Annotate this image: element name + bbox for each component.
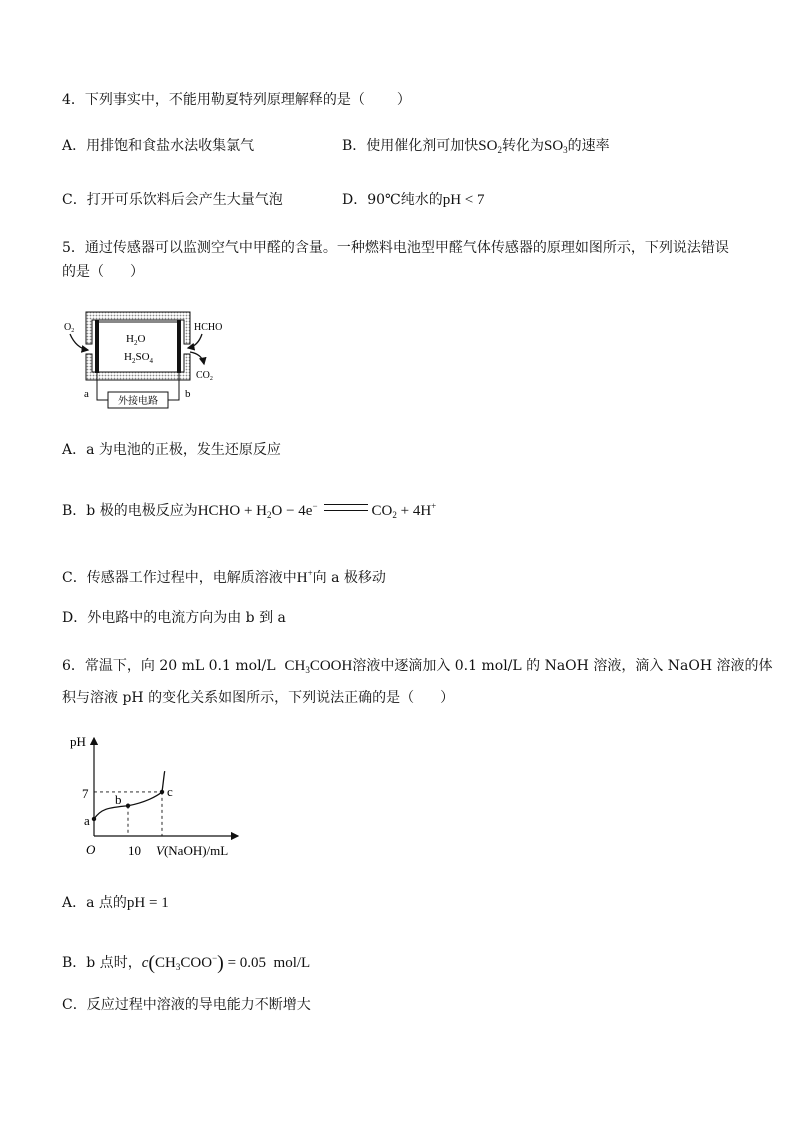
- acetic-cooh: COOH: [309, 658, 353, 674]
- acetate-sub: 3: [175, 962, 181, 972]
- acetate-charge: −: [212, 953, 218, 963]
- so2-sub: 2: [497, 145, 502, 155]
- acetate-concentration: [141, 952, 311, 974]
- eq-part2: O − 4e: [271, 503, 313, 519]
- q4-option-b: [342, 136, 610, 160]
- q6-stem-line1-pre: 6．常温下，向 20 mL 0.1 mol/L: [62, 658, 276, 674]
- q5-option-c: [62, 563, 386, 588]
- q5-option-c-pre: C．传感器工作过程中，电解质溶液中: [62, 570, 297, 586]
- acetate-coo: COO: [180, 955, 213, 971]
- h-ion-base: H: [296, 570, 308, 586]
- eq-equals-sign: [324, 504, 368, 511]
- conc-unit: mol/L: [273, 955, 311, 971]
- q6-option-a: [62, 893, 169, 913]
- h-ion: [297, 570, 313, 586]
- point-label-a: a: [84, 812, 90, 828]
- q4-option-d: [342, 190, 485, 210]
- eq-part1: HCHO + H: [197, 503, 267, 519]
- q5-option-b: [62, 496, 436, 525]
- y-tick-7: 7: [82, 786, 89, 801]
- point-label-b: b: [115, 791, 122, 807]
- eq-part4: + 4H: [400, 503, 432, 519]
- q4-stem-close: ）: [396, 92, 411, 108]
- q5-stem-line2-text: 的是（: [62, 264, 104, 280]
- external-circuit-label: 外接电路: [118, 396, 158, 407]
- q6-stem-line1-post: 溶液中逐滴加入 0.1 mol/L 的 NaOH 溶液，滴入 NaOH 溶液的体: [352, 658, 773, 674]
- q4-option-b-mid: 转化为: [501, 138, 544, 154]
- q5-option-c-post: 向 a 极移动: [312, 570, 386, 586]
- q5-stem-line1: [62, 238, 729, 258]
- electrode-b-label: b: [185, 388, 191, 400]
- eq-sub2: 2: [392, 510, 397, 520]
- h2o-label: $H_2O$: [126, 333, 146, 347]
- q6-stem-close: ）: [440, 690, 455, 706]
- so2-formula: [478, 138, 502, 154]
- rparen: ): [217, 952, 224, 974]
- x-axis-label: V(NaOH)/mL: [156, 843, 229, 858]
- point-c: [160, 790, 164, 794]
- so3-sub: 3: [563, 145, 568, 155]
- y-axis-label: pH: [70, 734, 86, 749]
- point-a: [92, 817, 96, 821]
- q4-stem: [62, 90, 411, 110]
- q4-option-d-pre: D．90℃纯水的: [342, 192, 443, 208]
- point-label-c: c: [167, 783, 173, 799]
- conc-value: = 0.05: [227, 955, 267, 971]
- q5-stem-line2: [62, 262, 144, 282]
- q5-option-d: [62, 608, 286, 628]
- q6-option-a-pre: A．a 点的: [62, 895, 127, 911]
- q4-stem-text: 4．下列事实中，不能用勒夏特列原理解释的是（: [62, 92, 365, 108]
- acetic-acid-formula: [284, 658, 352, 674]
- o2-label: $O_2$: [64, 322, 75, 334]
- conc-c: c: [141, 955, 149, 971]
- q5-option-d-text: D．外电路中的电流方向为由 b 到 a: [62, 610, 286, 626]
- so2-base: SO: [478, 138, 498, 154]
- co2-label: $CO_2$: [196, 370, 213, 382]
- q4-option-d-math: pH < 7: [442, 192, 485, 208]
- q5-stem-line1-text: 5．通过传感器可以监测空气中甲醛的含量。一种燃料电池型甲醛气体传感器的原理如图所示，下列说法错误: [62, 240, 729, 256]
- electrolyte-chamber: [96, 322, 180, 372]
- q5-option-b-pre: B．b 极的电极反应为: [62, 503, 198, 519]
- eq-sub1: 2: [267, 510, 272, 520]
- q6-option-b: [62, 948, 310, 977]
- q6-option-b-pre: B．b 点时，: [62, 955, 142, 971]
- x-tick-10: 10: [128, 843, 141, 858]
- electrode-b: [177, 320, 181, 373]
- electrode-a-label: a: [84, 388, 89, 400]
- q6-stem-line2-text: 积与溶液 pH 的变化关系如图所示，下列说法正确的是（: [62, 690, 415, 706]
- q4-option-a: [62, 136, 254, 156]
- acetic-ch: CH: [284, 658, 306, 674]
- so3-base: SO: [543, 138, 564, 154]
- point-b: [126, 804, 130, 808]
- acetate-ch: CH: [155, 955, 176, 971]
- q4-option-b-post: 的速率: [567, 138, 610, 154]
- q6-option-a-math: pH = 1: [126, 895, 169, 911]
- o2-arrow: [70, 334, 88, 350]
- eq-part3: CO: [371, 503, 393, 519]
- q5-option-a-text: A．a 为电池的正极，发生还原反应: [62, 442, 281, 458]
- q5-equation: [198, 503, 437, 519]
- q4-option-a-text: A．用排饱和食盐水法收集氯气: [62, 138, 255, 154]
- so3-formula: [544, 138, 568, 154]
- q4-option-b-pre: B．使用催化剂可加快: [342, 138, 479, 154]
- electrode-a: [95, 320, 99, 373]
- q5-stem-close: ）: [130, 264, 144, 280]
- q5-option-a: [62, 440, 281, 460]
- q6-option-c: [62, 995, 311, 1015]
- q6-stem-line2: [62, 688, 454, 708]
- titration-chart: [62, 730, 252, 862]
- q6-option-c-text: C．反应过程中溶液的导电能力不断增大: [62, 997, 311, 1013]
- q4-option-c-text: C．打开可乐饮料后会产生大量气泡: [62, 192, 283, 208]
- origin-label: O: [86, 842, 96, 857]
- h-ion-charge: +: [307, 568, 313, 578]
- q6-stem-line1: [62, 656, 773, 680]
- eq-h-charge: +: [431, 501, 437, 511]
- q4-option-c: [62, 190, 283, 210]
- titration-curve: [94, 771, 165, 819]
- lparen: (: [148, 952, 156, 974]
- eq-electron-charge: −: [312, 501, 318, 511]
- co2-arrow: [190, 352, 204, 364]
- acetic-sub: 3: [305, 665, 310, 675]
- x-axis-label-rest: (NaOH)/mL: [163, 843, 229, 858]
- fuel-cell-diagram: [62, 308, 246, 412]
- h2so4-label: $H_2SO_4$: [124, 351, 154, 365]
- hcho-label: HCHO: [194, 322, 223, 333]
